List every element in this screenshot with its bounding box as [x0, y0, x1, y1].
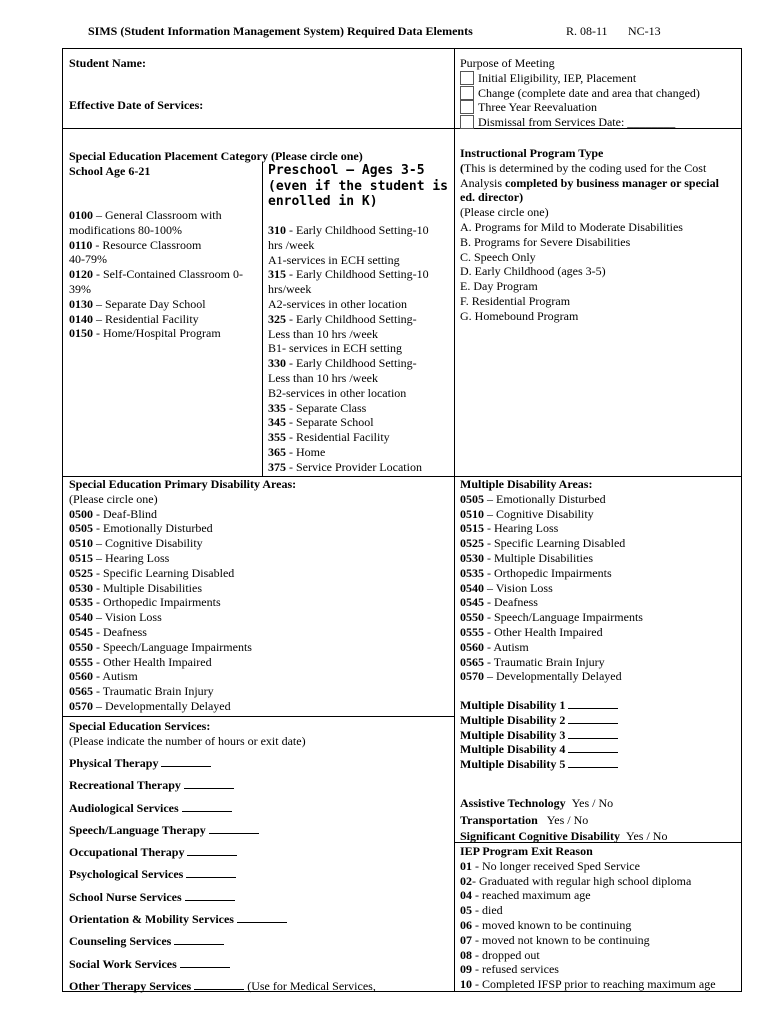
list-item: 0565 - Traumatic Brain Injury: [69, 684, 214, 699]
service-recreational-therapy[interactable]: Recreational Therapy: [69, 778, 376, 793]
list-item: 0100 – General Classroom with: [69, 208, 222, 222]
blank-line[interactable]: [237, 912, 287, 923]
multiple-disability-field-5[interactable]: Multiple Disability 5: [460, 757, 618, 772]
list-item: 04 - reached maximum age: [460, 888, 591, 903]
preschool-heading: Preschool – Ages 3-5 (even if the student is enrolled in K): [268, 163, 449, 209]
blank-line[interactable]: [184, 778, 234, 789]
list-item: 355 - Residential Facility: [268, 430, 390, 445]
checkbox[interactable]: [460, 71, 474, 85]
list-item: 0510 – Cognitive Disability: [460, 506, 594, 521]
program-option[interactable]: E. Day Program: [460, 279, 538, 294]
list-item: 0530 - Multiple Disabilities: [69, 580, 202, 595]
blank-line[interactable]: [182, 801, 232, 812]
school-age-label: School Age 6-21: [69, 164, 151, 178]
service-other-therapy[interactable]: Other Therapy Services (Use for Medical Services,: [69, 978, 376, 993]
program-option[interactable]: F. Residential Program: [460, 293, 571, 308]
list-item: 0515 - Hearing Loss: [460, 521, 559, 536]
transportation-row[interactable]: Transportation Yes / No: [460, 812, 589, 827]
blank-line[interactable]: [194, 979, 244, 990]
service-orientation-mobility[interactable]: Orientation & Mobility Services: [69, 912, 376, 927]
list-item: 335 - Separate Class: [268, 400, 367, 415]
list-item: 0140 – Residential Facility: [69, 311, 199, 326]
blank-line[interactable]: [568, 698, 618, 709]
service-psychological[interactable]: Psychological Services: [69, 867, 376, 882]
multiple-disability-fields: [460, 698, 618, 772]
blank-line[interactable]: [180, 957, 230, 968]
list-item: 05 - died: [460, 903, 503, 918]
program-option[interactable]: C. Speech Only: [460, 249, 536, 264]
service-social-work[interactable]: Social Work Services: [69, 957, 376, 972]
service-counseling[interactable]: Counseling Services: [69, 934, 376, 949]
multiple-disability-title: Multiple Disability Areas:: [460, 477, 593, 491]
list-item: 0510 – Cognitive Disability: [69, 536, 203, 551]
list-item: 09 - refused services: [460, 962, 559, 977]
list-item: 0515 – Hearing Loss: [69, 550, 170, 565]
list-item: 0525 - Specific Learning Disabled: [69, 565, 235, 580]
purpose-option-initial[interactable]: Initial Eligibility, IEP, Placement: [460, 71, 700, 86]
placement-title: Special Education Placement Category (Please circle one): [69, 149, 363, 163]
list-item: A2-services in other location: [268, 296, 407, 311]
blank-line[interactable]: [186, 867, 236, 878]
list-item: 0500 - Deaf-Blind: [69, 506, 157, 521]
list-item: 0560 - Autism: [460, 639, 529, 654]
list-item: Less than 10 hrs /week: [268, 326, 378, 341]
instructional-desc: (This is determined by the coding used for the Cost: [460, 160, 707, 175]
checkbox[interactable]: [460, 115, 474, 129]
student-name-label: Student Name:: [69, 56, 146, 70]
list-item: 315 - Early Childhood Setting-10: [268, 267, 429, 282]
multiple-disability-field-3[interactable]: Multiple Disability 3: [460, 728, 618, 743]
blank-line[interactable]: [568, 757, 618, 768]
purpose-option-change[interactable]: Change (complete date and area that changed): [460, 86, 700, 101]
list-item: 0560 - Autism: [69, 669, 138, 684]
blank-line[interactable]: [185, 890, 235, 901]
services-title: Special Education Services:: [69, 719, 211, 733]
list-item: 06 - moved known to be continuing: [460, 917, 632, 932]
multiple-disability-field-1[interactable]: Multiple Disability 1: [460, 698, 618, 713]
purpose-title: Purpose of Meeting: [460, 56, 555, 70]
list-item: 330 - Early Childhood Setting-: [268, 356, 417, 371]
service-speech-language[interactable]: Speech/Language Therapy: [69, 823, 376, 838]
services-subtitle: (Please indicate the number of hours or exit date): [69, 734, 306, 748]
yes-no-section: [460, 795, 667, 845]
exit-reason-section: [460, 844, 716, 992]
list-item: 0530 - Multiple Disabilities: [460, 550, 593, 565]
blank-line[interactable]: [568, 742, 618, 753]
list-item: 0540 – Vision Loss: [460, 580, 553, 595]
list-item: 0505 – Emotionally Disturbed: [460, 491, 606, 506]
school-age-list: [69, 208, 243, 341]
program-option[interactable]: D. Early Childhood (ages 3-5): [460, 264, 606, 279]
row-divider-3: [62, 716, 454, 717]
multiple-disability-section: [460, 477, 643, 684]
blank-line[interactable]: [209, 823, 259, 834]
assistive-technology-row[interactable]: Assistive Technology Yes / No: [460, 796, 614, 810]
list-item: 0120 - Self-Contained Classroom 0-: [69, 267, 243, 282]
instructional-section: Instructional Program Type (This is determined by the coding used for the Cost Analysis completed by business manager or special ed. director) (Please circle one) A. Programs for Mild to Moderate Disabilities B. Programs for Severe Disabilities C. Speech Only D. Early Childhood (ages 3-5) E. Day Program F. Residential Program G. Homebound Program: [460, 146, 719, 323]
program-option[interactable]: G. Homebound Program: [460, 308, 579, 323]
checkbox[interactable]: [460, 86, 474, 100]
list-item: 01 - No longer received Sped Service: [460, 858, 640, 873]
list-item: 0535 - Orthopedic Impairments: [460, 565, 612, 580]
list-item: 0550 - Speech/Language Impairments: [460, 610, 643, 625]
list-item: 0505 - Emotionally Disturbed: [69, 521, 213, 536]
program-option[interactable]: B. Programs for Severe Disabilities: [460, 234, 631, 249]
list-item: 0550 - Speech/Language Impairments: [69, 639, 252, 654]
list-item: 40-79%: [69, 252, 107, 267]
list-item: 08 - dropped out: [460, 947, 540, 962]
blank-line[interactable]: [161, 756, 211, 767]
list-item: B1- services in ECH setting: [268, 341, 402, 356]
instructional-title: Instructional Program Type: [460, 146, 604, 160]
list-item: 07 - moved not known to be continuing: [460, 932, 650, 947]
list-item: 39%: [69, 281, 91, 296]
list-item: B2-services in other location: [268, 385, 407, 400]
list-item: 0110 - Resource Classroom: [69, 237, 202, 252]
service-physical-therapy[interactable]: Physical Therapy: [69, 756, 376, 771]
column-divider: [454, 48, 455, 992]
program-option[interactable]: A. Programs for Mild to Moderate Disabilities: [460, 219, 683, 234]
list-item: 0565 - Traumatic Brain Injury: [460, 654, 605, 669]
revision-label: R. 08-11: [566, 24, 608, 38]
services-list: [69, 756, 376, 1001]
checkbox[interactable]: [460, 100, 474, 114]
list-item: 0555 - Other Health Impaired: [460, 624, 603, 639]
service-audiological[interactable]: Audiological Services: [69, 801, 376, 816]
list-item: hrs/week: [268, 282, 312, 297]
list-item: 325 - Early Childhood Setting-: [268, 311, 417, 326]
purpose-section: [460, 56, 700, 130]
list-item: 0525 - Specific Learning Disabled: [460, 536, 626, 551]
list-item: 0535 - Orthopedic Impairments: [69, 595, 221, 610]
list-item: 0545 - Deafness: [460, 595, 538, 610]
blank-line[interactable]: [187, 845, 237, 856]
exit-reason-title: IEP Program Exit Reason: [460, 844, 593, 858]
list-item: 02- Graduated with regular high school diploma: [460, 873, 692, 888]
list-item: 0570 – Developmentally Delayed: [69, 698, 231, 713]
blank-line[interactable]: [568, 728, 618, 739]
purpose-option-dismissal[interactable]: Dismissal from Services Date: ________: [460, 115, 700, 130]
blank-line[interactable]: [174, 934, 224, 945]
placement-divider: [262, 162, 263, 476]
preschool-list: [268, 223, 429, 475]
list-item: 0570 – Developmentally Delayed: [460, 669, 622, 684]
list-item: 0540 – Vision Loss: [69, 610, 162, 625]
list-item: 345 - Separate School: [268, 415, 374, 430]
list-item: 0150 - Home/Hospital Program: [69, 326, 221, 341]
list-item: 0555 - Other Health Impaired: [69, 654, 212, 669]
list-item: A1-services in ECH setting: [268, 252, 400, 267]
multiple-disability-field-2[interactable]: Multiple Disability 2: [460, 713, 618, 728]
effective-date-label: Effective Date of Services:: [69, 98, 204, 112]
form-title: SIMS (Student Information Management System) Required Data Elements: [88, 24, 473, 38]
primary-disability-section: Special Education Primary Disability Areas: (Please circle one) 0500 - Deaf-Blind 0505 - Emotionally Disturbed 0510 – Cognitive Disability 0515 – Hearing Loss 0525 - Specific Learning Disabled 0530 - Multiple Disabilities 0535 - Orthopedic Impairments 0540 – Vision Loss 0545 - Deafness 0550 - Speech/Language Impairments 0555 - Other Health Impaired 0560 - Autism 0565 - Traumatic Brain Injury 0570 – Developmentally Delayed: [69, 477, 297, 713]
service-school-nurse[interactable]: School Nurse Services: [69, 890, 376, 905]
service-occupational-therapy[interactable]: Occupational Therapy: [69, 845, 376, 860]
blank-line[interactable]: [568, 713, 618, 724]
significant-cognitive-row[interactable]: Significant Cognitive Disability Yes / No: [460, 829, 668, 843]
list-item: 10 - Completed IFSP prior to reaching maximum age: [460, 977, 716, 992]
list-item: hrs /week: [268, 237, 315, 252]
list-item: modifications 80-100%: [69, 222, 182, 237]
list-item: 0130 – Separate Day School: [69, 296, 206, 311]
purpose-option-reevaluation[interactable]: Three Year Reevaluation: [460, 100, 700, 115]
multiple-disability-field-4[interactable]: Multiple Disability 4: [460, 742, 618, 757]
list-item: 0545 - Deafness: [69, 624, 147, 639]
list-item: 375 - Service Provider Location: [268, 459, 422, 474]
form-code: NC-13: [628, 24, 661, 38]
list-item: Less than 10 hrs /week: [268, 370, 378, 385]
list-item: 365 - Home: [268, 444, 326, 459]
list-item: 310 - Early Childhood Setting-10: [268, 223, 429, 237]
primary-disability-title: Special Education Primary Disability Areas:: [69, 477, 297, 491]
